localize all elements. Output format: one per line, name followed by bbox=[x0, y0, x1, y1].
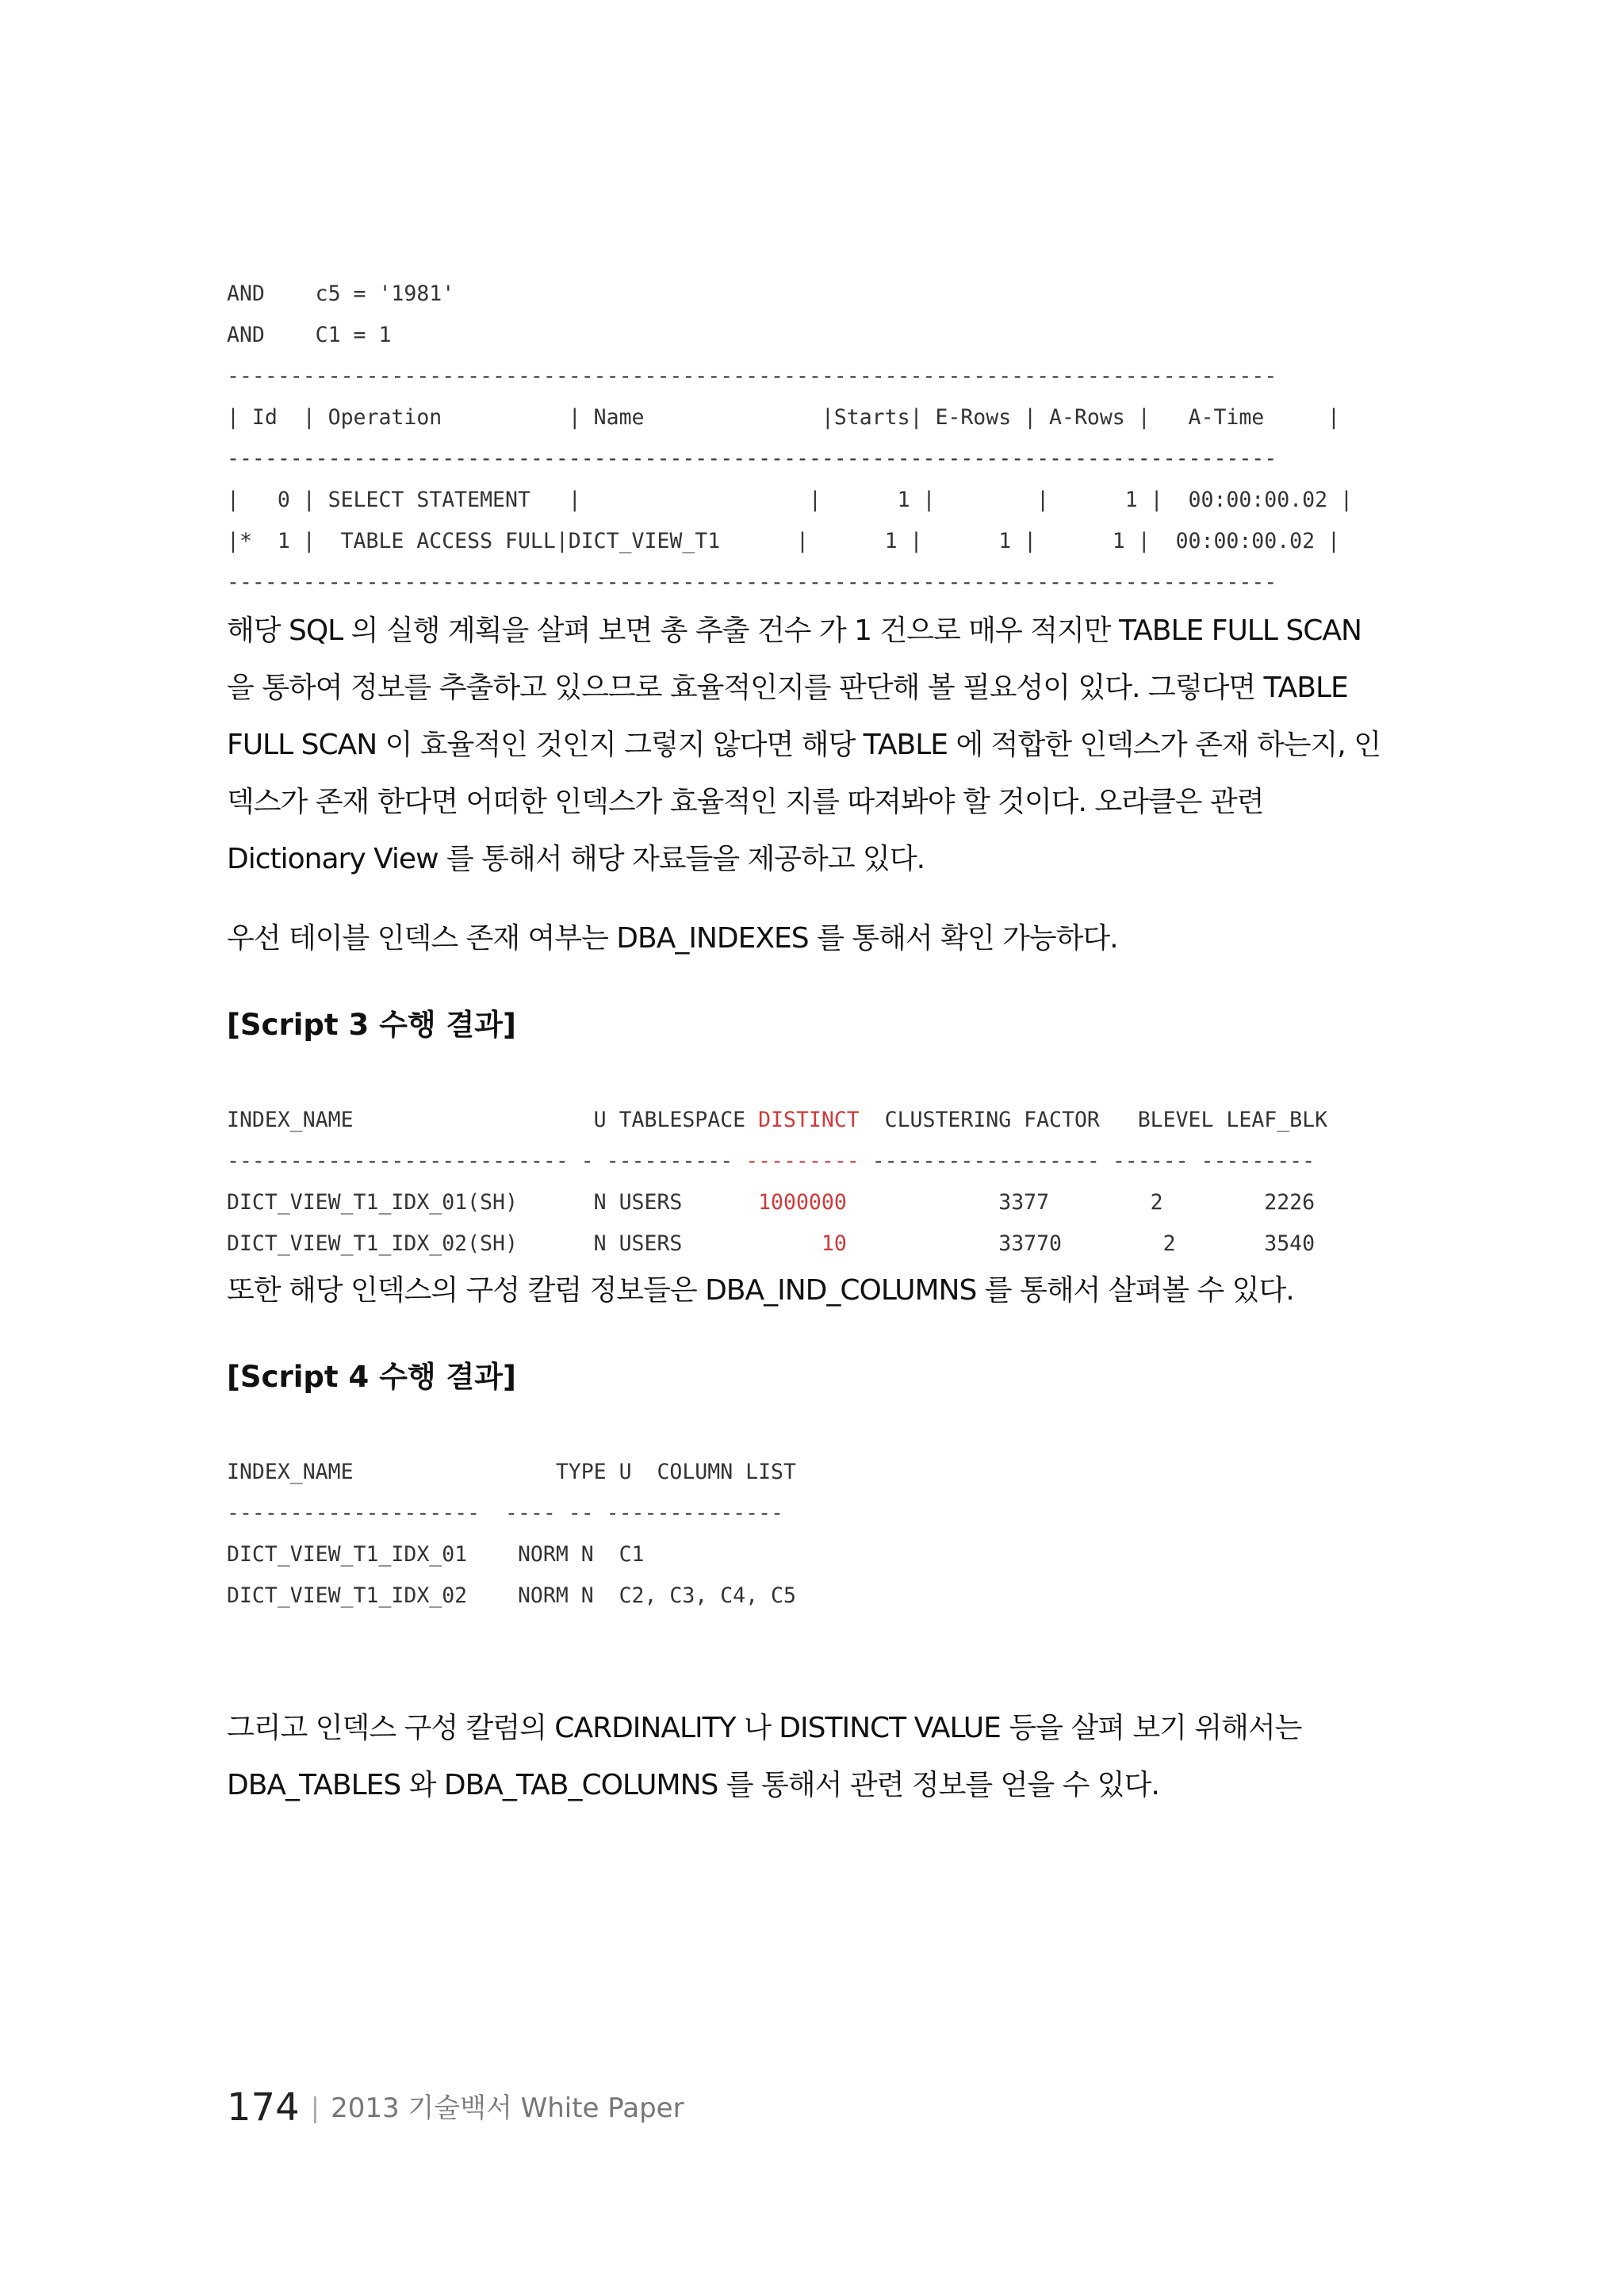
script3-header-distinct: DISTINCT bbox=[758, 1108, 860, 1132]
script4-row-1: DICT_VIEW_T1_IDX_01 NORM N C1 bbox=[227, 1542, 645, 1567]
query-line-1: AND c5 = '1981' bbox=[227, 281, 455, 306]
paragraph-cardinality-text: 그리고 인덱스 구성 칼럼의 CARDINALITY 나 DISTINCT VALUE 등을 살펴 보기 위해서는 DBA_TABLES 와 DBA_TAB_COLUMNS 를 통해서 관련 정보를 얻을 수 있다. bbox=[227, 1712, 1302, 1801]
plan-divider-top: ----------------------------------------------------------------------------------- bbox=[227, 364, 1277, 389]
script3-row-1 bbox=[227, 1191, 1315, 1215]
plan-row-1: |* 1 | TABLE ACCESS FULL|DICT_VIEW_T1 | 1 | 1 | 1 | 00:00:00.02 | bbox=[227, 529, 1340, 553]
page-number: 174 bbox=[227, 2085, 300, 2130]
paragraph-dba-indexes bbox=[227, 910, 1392, 967]
script3-row-2-post: 33770 2 3540 bbox=[846, 1231, 1316, 1256]
footer-separator: | bbox=[310, 2092, 320, 2124]
script3-heading: [Script 3 수행 결과] bbox=[227, 1008, 516, 1042]
script3-divider bbox=[227, 1150, 1315, 1173]
paragraph-cardinality bbox=[227, 1700, 1392, 1814]
script4-heading: [Script 4 수행 결과] bbox=[227, 1360, 516, 1394]
script3-header bbox=[227, 1108, 1327, 1132]
plan-header: | Id | Operation | Name |Starts| E-Rows | A-Rows | A-Time | bbox=[227, 405, 1340, 430]
script3-row-1-distinct: 1000000 bbox=[758, 1190, 847, 1215]
script4-row-2: DICT_VIEW_T1_IDX_02 NORM N C2, C3, C4, C5 bbox=[227, 1583, 796, 1608]
script3-divider-pre: --------------------------- - ---------- bbox=[227, 1149, 746, 1173]
query-line-2: AND C1 = 1 bbox=[227, 323, 392, 347]
script3-row-1-post: 3377 2 2226 bbox=[846, 1190, 1316, 1215]
script3-header-pre: INDEX_NAME U TABLESPACE bbox=[227, 1108, 759, 1132]
script3-row-1-pre: DICT_VIEW_T1_IDX_01(SH) N USERS bbox=[227, 1190, 759, 1215]
paragraph-dba-ind-columns-text: 또한 해당 인덱스의 구성 칼럼 정보들은 DBA_IND_COLUMNS 를 통해서 살펴볼 수 있다. bbox=[227, 1274, 1294, 1307]
script3-divider-distinct: --------- bbox=[745, 1149, 860, 1173]
footer-title: 2013 기술백서 White Paper bbox=[331, 2092, 684, 2124]
script3-divider-post: ------------------ ------ --------- bbox=[859, 1149, 1316, 1173]
script3-row-2-pre: DICT_VIEW_T1_IDX_02(SH) N USERS bbox=[227, 1231, 759, 1256]
plan-row-0: | 0 | SELECT STATEMENT | | 1 | | 1 | 00:00:00.02 | bbox=[227, 488, 1353, 512]
script3-row-2 bbox=[227, 1232, 1315, 1256]
paragraph-dba-ind-columns bbox=[227, 1262, 1392, 1319]
script3-header-post: CLUSTERING FACTOR BLEVEL LEAF_BLK bbox=[859, 1108, 1328, 1132]
script3-row-2-distinct: 10 bbox=[758, 1231, 847, 1256]
script4-header: INDEX_NAME TYPE U COLUMN LIST bbox=[227, 1460, 796, 1484]
plan-divider-bottom: ----------------------------------------------------------------------------------- bbox=[227, 570, 1277, 595]
page-footer bbox=[227, 2085, 684, 2130]
paragraph-dba-indexes-text: 우선 테이블 인덱스 존재 여부는 DBA_INDEXES 를 통해서 확인 가능하다. bbox=[227, 922, 1118, 955]
script4-divider: -------------------- ---- -- -------------- bbox=[227, 1501, 783, 1525]
paragraph-plan-analysis bbox=[227, 603, 1392, 888]
plan-divider-mid: ----------------------------------------------------------------------------------- bbox=[227, 446, 1277, 471]
paragraph-plan-analysis-text: 해당 SQL 의 실행 계획을 살펴 보면 총 추출 건수 가 1 건으로 매우 적지만 TABLE FULL SCAN 을 통하여 정보를 추출하고 있으므로 효율적인지를 판단해 볼 필요성이 있다. 그렇다면 TABLE FULL SCAN 이 효율적인 것인지 그렇지 않다면 해당 TABLE 에 적합한 인덱스가 존재 하는지, 인덱스가 존재 한다면 어떠한 인덱스가 효율적인 지를 따져봐야 할 것이다. 오라클은 관련 Dictionary View 를 통해서 해당 자료들을 제공하고 있다. bbox=[227, 614, 1381, 875]
